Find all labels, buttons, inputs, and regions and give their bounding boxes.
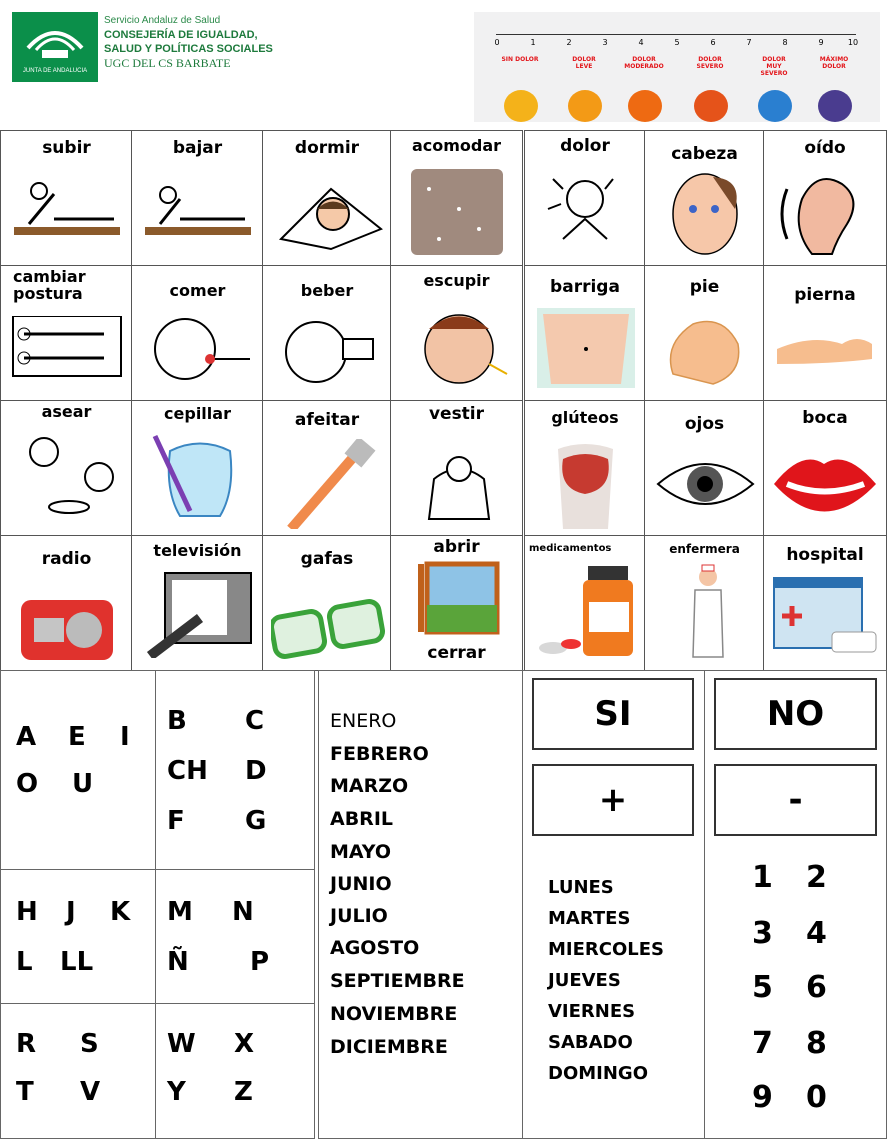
letter[interactable]: CH (167, 756, 208, 786)
picto-medicamentos[interactable] (524, 535, 646, 671)
picto-television[interactable] (131, 535, 264, 671)
picto-dormir[interactable] (262, 130, 392, 267)
picto-label: cepillar (164, 404, 231, 423)
letter[interactable]: X (234, 1029, 255, 1059)
picto-label: beber (300, 281, 354, 300)
picto-asear[interactable] (0, 400, 133, 537)
picto-label: dolor (560, 136, 610, 156)
picto-subir[interactable] (0, 130, 133, 267)
letter[interactable]: D (245, 756, 267, 786)
number-key[interactable]: 5 (752, 970, 773, 1005)
number-key[interactable]: 9 (752, 1080, 773, 1115)
letter[interactable]: Y (167, 1077, 186, 1107)
spitting-icon (399, 304, 515, 394)
picto-label: vestir (428, 404, 485, 424)
picto-bajar[interactable] (131, 130, 264, 267)
moderate-face-icon (628, 90, 662, 122)
picto-barriga[interactable] (524, 265, 646, 402)
letters-group-3[interactable] (0, 869, 157, 1005)
scale-label: DOLOR MODERADO (624, 56, 664, 70)
yes-button[interactable]: SI (532, 678, 694, 750)
drinking-icon (271, 304, 387, 394)
scale-label: SIN DOLOR (501, 56, 539, 63)
month-item[interactable]: MARZO (330, 775, 409, 797)
day-item[interactable]: DOMINGO (548, 1063, 648, 1084)
picto-boca[interactable] (763, 400, 887, 537)
cerrar-label: cerrar (427, 643, 486, 663)
picto-gafas[interactable] (262, 535, 392, 671)
bed-down-icon (140, 169, 256, 259)
scale-label: MÁXIMO DOLOR (819, 56, 849, 70)
letter[interactable]: C (245, 706, 265, 736)
month-item[interactable]: JULIO (330, 905, 388, 927)
picto-pie[interactable] (644, 265, 765, 402)
eating-icon (140, 304, 256, 394)
letter[interactable]: E (68, 722, 86, 752)
picto-label: hospital (786, 545, 864, 565)
logo-caption: JUNTA DE ANDALUCIA (22, 68, 88, 74)
day-item[interactable]: MARTES (548, 908, 631, 929)
television-icon (140, 568, 256, 658)
day-item[interactable]: SABADO (548, 1032, 633, 1053)
letter[interactable]: Z (234, 1077, 253, 1107)
org-line-1: Servicio Andaluz de Salud (104, 15, 221, 26)
picto-label: escupir (423, 271, 490, 290)
letter[interactable]: B (167, 706, 187, 736)
letters-group-4[interactable] (155, 869, 315, 1005)
scale-tick: 10 (847, 38, 859, 47)
picto-comer[interactable] (131, 265, 264, 402)
picto-pierna[interactable] (763, 265, 887, 402)
picto-dolor[interactable] (524, 130, 646, 267)
picto-label: pierna (794, 285, 856, 305)
letter[interactable]: F (167, 806, 185, 836)
picto-label: asear (41, 402, 92, 421)
hospital-icon (772, 576, 878, 666)
month-item[interactable]: FEBRERO (330, 743, 429, 765)
picto-label: barriga (550, 277, 620, 297)
scale-tick: 8 (782, 38, 788, 47)
number-key[interactable]: 8 (806, 1026, 827, 1061)
month-item[interactable]: ABRIL (330, 808, 393, 830)
picto-cabeza[interactable] (644, 130, 765, 267)
picto-label: televisión (153, 541, 242, 560)
picto-label: oído (804, 138, 846, 158)
letter[interactable]: T (16, 1077, 34, 1107)
mouth-icon (772, 439, 878, 529)
headache-icon (533, 169, 639, 259)
washing-icon (9, 427, 125, 517)
day-item[interactable]: MIERCOLES (548, 939, 665, 960)
letter[interactable]: M (167, 897, 193, 927)
scale-label: DOLOR MUY SEVERO (760, 56, 788, 77)
picto-oido[interactable] (763, 130, 887, 267)
scale-tick: 4 (638, 38, 644, 47)
foot-icon (653, 304, 759, 394)
letter[interactable]: N (232, 897, 254, 927)
org-line-4: UGC DEL CS BARBATE (104, 56, 231, 70)
scale-tick: 6 (710, 38, 716, 47)
picto-label: medicamentos (529, 543, 612, 554)
change-posture-icon (9, 316, 125, 402)
letter[interactable]: LL (60, 947, 94, 977)
no-button[interactable]: NO (714, 678, 877, 750)
max-pain-face-icon (818, 90, 852, 122)
number-key[interactable]: 0 (806, 1080, 827, 1115)
picto-cepillar[interactable] (131, 400, 264, 537)
minus-button[interactable]: - (714, 764, 877, 836)
picto-label: boca (802, 408, 848, 428)
letter[interactable]: W (167, 1029, 196, 1059)
letter[interactable]: O (16, 769, 39, 799)
picto-gluteos[interactable] (524, 400, 646, 537)
picto-label: abrir (433, 537, 480, 557)
picto-ojos[interactable] (644, 400, 765, 537)
picto-label: bajar (172, 138, 223, 158)
letter[interactable]: G (245, 806, 267, 836)
picto-beber[interactable] (262, 265, 392, 402)
picto-label: ojos (684, 414, 725, 434)
month-item[interactable]: JUNIO (330, 873, 392, 895)
picto-label: cambiar postura (13, 267, 86, 303)
picto-label: pie (689, 277, 720, 297)
month-item[interactable]: DICIEMBRE (330, 1036, 448, 1058)
scale-tick: 9 (818, 38, 824, 47)
letter[interactable]: H (16, 897, 38, 927)
scale-tick: 3 (602, 38, 608, 47)
day-item[interactable]: LUNES (548, 877, 614, 898)
window-icon (399, 560, 515, 636)
scale-tick: 2 (566, 38, 572, 47)
letter[interactable]: P (250, 947, 270, 977)
picto-escupir[interactable] (390, 265, 523, 402)
picto-label: acomodar (411, 136, 502, 155)
picto-label: comer (169, 281, 226, 300)
letter[interactable]: K (110, 897, 131, 927)
nurse-icon (653, 562, 759, 662)
day-item[interactable]: JUEVES (548, 970, 621, 991)
letter[interactable]: J (66, 897, 76, 927)
radio-icon (9, 578, 125, 668)
picto-label: glúteos (551, 408, 619, 427)
ear-icon (772, 169, 878, 259)
picto-acomodar[interactable] (390, 130, 523, 267)
letter[interactable]: A (16, 722, 37, 752)
picto-label: afeitar (294, 410, 360, 430)
picto-hospital[interactable] (763, 535, 887, 671)
pillow-icon (399, 169, 515, 259)
buttocks-icon (533, 439, 639, 529)
sleeping-icon (271, 169, 387, 259)
very-severe-face-icon (758, 90, 792, 122)
toothbrush-icon (140, 431, 256, 521)
plus-button[interactable]: + (532, 764, 694, 836)
picto-vestir[interactable] (390, 400, 523, 537)
scale-tick: 5 (674, 38, 680, 47)
picto-label: dormir (294, 138, 360, 158)
number-key[interactable]: 4 (806, 916, 827, 951)
organization-name (104, 14, 273, 70)
month-item[interactable]: MAYO (330, 841, 392, 863)
month-item[interactable]: SEPTIEMBRE (330, 970, 465, 992)
day-item[interactable]: VIERNES (548, 1001, 636, 1022)
head-icon (653, 169, 759, 259)
glasses-icon (271, 584, 387, 671)
letters-group-6[interactable] (155, 1003, 315, 1139)
leg-icon (772, 304, 878, 394)
letter[interactable]: L (16, 947, 33, 977)
medicine-icon (533, 562, 639, 662)
bed-up-icon (9, 169, 125, 259)
scale-tick: 7 (746, 38, 752, 47)
month-item[interactable]: NOVIEMBRE (330, 1003, 458, 1025)
number-key[interactable]: 3 (752, 916, 773, 951)
picto-label: enfermera (669, 542, 740, 556)
dressing-icon (399, 439, 515, 529)
belly-icon (533, 304, 639, 394)
scale-line (496, 34, 856, 35)
smile-face-icon (504, 90, 538, 122)
picto-label: subir (42, 138, 91, 158)
eye-icon (653, 439, 759, 529)
letter[interactable]: V (80, 1077, 101, 1107)
number-key[interactable]: 1 (752, 860, 773, 895)
picto-label: radio (41, 549, 92, 569)
month-item[interactable]: ENERO (330, 710, 397, 732)
junta-emblem-icon (12, 12, 98, 82)
picto-afeitar[interactable] (262, 400, 392, 537)
number-key[interactable]: 6 (806, 970, 827, 1005)
razor-icon (271, 439, 387, 529)
scale-label: DOLOR SEVERO (696, 56, 724, 70)
org-line-3: SALUD Y POLÍTICAS SOCIALES (104, 43, 273, 55)
letters-group-5[interactable] (0, 1003, 157, 1139)
picto-radio[interactable] (0, 535, 133, 671)
severe-face-icon (694, 90, 728, 122)
picto-label: cabeza (671, 144, 738, 164)
junta-logo (12, 12, 98, 82)
scale-tick: 1 (530, 38, 536, 47)
letter[interactable]: U (72, 769, 94, 799)
number-key[interactable]: 7 (752, 1026, 773, 1061)
letter[interactable]: R (16, 1029, 37, 1059)
picto-enfermera[interactable] (644, 535, 765, 671)
letter[interactable]: I (120, 722, 130, 752)
pain-scale (474, 12, 880, 122)
picto-cambiar-postura[interactable] (0, 265, 133, 402)
picto-label: gafas (300, 549, 354, 569)
letter[interactable]: Ñ (167, 947, 189, 977)
number-key[interactable]: 2 (806, 860, 827, 895)
letter[interactable]: S (80, 1029, 99, 1059)
org-line-2: CONSEJERÍA DE IGUALDAD, (104, 29, 258, 41)
month-item[interactable]: AGOSTO (330, 937, 420, 959)
scale-label: DOLOR LEVE (572, 56, 596, 70)
mild-face-icon (568, 90, 602, 122)
scale-tick: 0 (494, 38, 500, 47)
picto-abrir-cerrar[interactable] (390, 535, 523, 671)
